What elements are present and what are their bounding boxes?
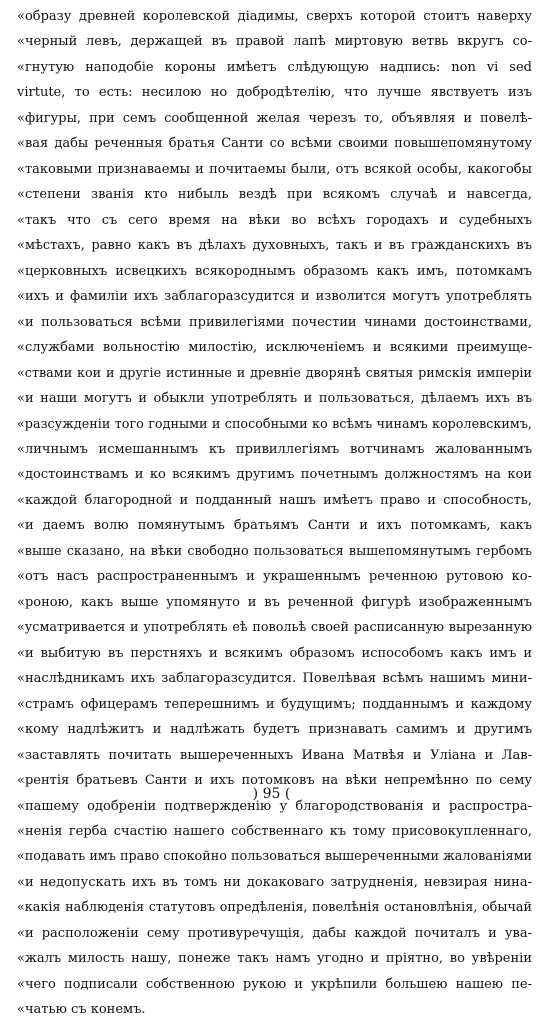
body-text: [17, 4, 532, 1023]
text-line: «жалъ милость нашу, понеже такъ намъ угодно и прiятно, во увѣреніи: [17, 951, 532, 967]
text-line: «подавать имъ право спокойно пользоваться вышереченными жалованіями: [17, 849, 532, 865]
text-line: «таковыми признаваемы и почитаемы были, отъ всякой особы, какогобы: [17, 161, 532, 177]
text-line: virtute, то есть: несилою но добродѣтелію, что лучше явствуетъ изъ: [17, 85, 532, 101]
text-line: «гнутую наподобіе короны имѣетъ слѣдующую надпись: non vi sed: [17, 59, 532, 75]
text-line: «и даемъ волю помянутымъ братьямъ Санти и ихъ потомкамъ, какъ: [17, 518, 532, 534]
text-line: «усматривается и употреблять eѣ повольѣ своей расписанную вырезанную: [17, 620, 532, 636]
text-line: «отъ насъ распространеннымъ и украшеннымъ реченною рутовою ко-: [17, 569, 532, 585]
text-line: «такъ что съ сего время на вѣки во всѣхъ городахъ и судебныхъ: [17, 212, 532, 228]
text-line: «вая дабы реченныя братья Санти со всѣми своими повышепомянутому: [17, 136, 532, 152]
text-line: «образу древней королевской діадимы, сверхъ которой стоитъ наверху: [17, 9, 532, 24]
text-line: «чатью съ конемъ.: [17, 1002, 146, 1018]
text-line: «пашему одобреніи подтвержденію у благородствованія и распростра-: [17, 798, 532, 814]
text-line: «рентія братьевъ Санти и ихъ потомковъ на вѣки непремѣнно по сему: [17, 773, 532, 789]
text-line: «и недопускать ихъ въ томъ ни докаковаго затрудненія, невзирая нина-: [17, 874, 532, 890]
text-line: «ненія герба счастію нашего собственнаго къ тому присовокупленнаго,: [17, 824, 532, 839]
text-line: «кому надлѣжитъ и надлѣжать будетъ признавать самимъ и другимъ: [17, 722, 532, 738]
text-line: «страмъ офицерамъ теперешнимъ и будущимъ; подданнымъ и каждому: [17, 696, 532, 712]
text-line: «роною, какъ выше упомянуто и въ реченной фигурѣ изображеннымъ: [17, 594, 532, 610]
text-line: «и наши могутъ и обыкли употреблять и пользоваться, дѣлаемъ ихъ въ: [17, 391, 532, 407]
text-line: «каждой благородной и подданный нашъ имѣетъ право и способность,: [17, 492, 532, 508]
text-line: «степени званія кто нибыль вездѣ при всякомъ случаѣ и навсегда,: [17, 187, 532, 203]
text-line: «и расположеніи сему противуречущія, дабы каждой почиталъ и ува-: [17, 925, 532, 941]
text-line: «какія наблюденія статутовъ опредѣленія, повелѣнія остановлѣнія, обычай: [17, 900, 532, 916]
text-line: «церковныхъ исвецкихъ всякороднымъ образомъ какъ имъ, потомкамъ: [17, 263, 532, 279]
text-line: «чего подписали собственною рукою и укрѣпили большею нашею пе-: [17, 976, 532, 992]
text-line: «черный левъ, держащей въ правой лапѣ миртовую ветвь вкругъ со-: [17, 34, 532, 50]
text-line: «и пользоваться всѣми привилегіями почестии чинами достоинствами,: [17, 314, 532, 330]
text-line: «личнымъ исмешаннымъ къ привиллегіямъ вотчинамъ жалованнымъ: [17, 441, 532, 457]
text-line: «достоинствамъ и ко всякимъ другимъ почетнымъ должностямъ на кои: [17, 467, 532, 483]
text-line: «ихъ и фамиліи ихъ заблагоразсудится и изволится могутъ употреблять: [17, 289, 532, 305]
text-line: «мѣстахъ, равно какъ въ дѣлахъ духовныхъ, такъ и въ гражданскихъ въ: [17, 238, 532, 254]
text-line: «наслѣдникамъ ихъ заблагоразсудится. Повелѣвая всѣмъ нашимъ мини-: [17, 671, 532, 687]
text-line: «службами вольностію милостію, исключеніемъ и всякими преимуще-: [17, 340, 532, 356]
text-line: «фигуры, при семъ сообщенной желая черезъ то, объявляя и повелѣ-: [17, 110, 532, 126]
text-line: «и выбитую въ перстняхъ и всякимъ образомъ испособомъ какъ имъ и: [17, 645, 532, 661]
text-line: «ствами кои и другіе истинные и древніе дворянѣ святыя римскія имперіи: [17, 365, 532, 381]
text-line: «выше сказано, на вѣки свободно пользоваться вышепомянутымъ гербомъ: [17, 543, 532, 559]
page-number: ) 95 (: [252, 786, 291, 802]
text-line: «разсужденіи того годными и способными ко всѣмъ чинамъ королевскимъ,: [17, 416, 532, 432]
text-line: «заставлять почитать вышереченныхъ Ивана Матвѣя и Уліана и Лав-: [17, 747, 532, 763]
